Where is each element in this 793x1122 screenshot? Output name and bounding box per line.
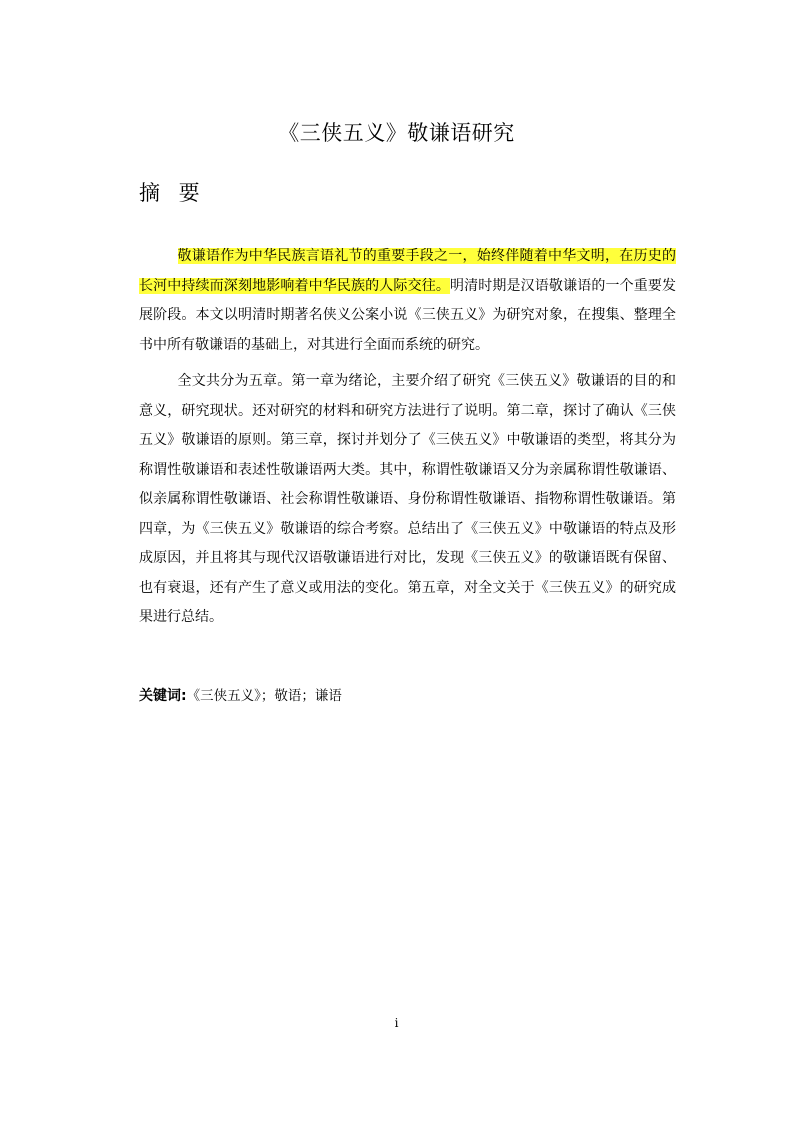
abstract-paragraph-1 [139, 242, 676, 360]
keywords-line [139, 684, 342, 708]
abstract-paragraph-2: 全文共分为五章。第一章为绪论，主要介绍了研究《三侠五义》敬谦语的目的和意义，研究现状。还对研究的材料和研究方法进行了说明。第二章，探讨了确认《三侠五义》敬谦语的原则。第三章，探讨并划分了《三侠五义》中敬谦语的类型，将其分为称谓性敬谦语和表述性敬谦语两大类。其中，称谓性敬谦语又分为亲属称谓性敬谦语、似亲属称谓性敬谦语、社会称谓性敬谦语、身份称谓性敬谦语、指物称谓性敬谦语。第四章，为《三侠五义》敬谦语的综合考察。总结出了《三侠五义》中敬谦语的特点及形成原因，并且将其与现代汉语敬谦语进行对比，发现《三侠五义》的敬谦语既有保留、也有衰退，还有产生了意义或用法的变化。第五章，对全文关于《三侠五义》的研究成果进行总结。 [139, 373, 676, 625]
highlighted-sentence: 敬谦语作为中华民族言语礼节的重要手段之一，始终伴随着中华文明，在历史的长河中持续而深刻地影响着中华民族的人际交往。 [139, 248, 676, 294]
abstract-heading: 摘 要 [139, 181, 200, 205]
keywords-value: 《三侠五义》；敬语；谦语 [186, 688, 342, 704]
page-number: i [394, 1016, 399, 1030]
paragraph-1-rest: 明清时期是汉语敬谦语的一个重要发展阶段。本文以明清时期著名侠义公案小说《三侠五义》为研究对象，在搜集、整理全书中所有敬谦语的基础上，对其进行全面而系统的研究。 [139, 277, 677, 353]
document-title: 《三侠五义》敬谦语研究 [278, 121, 515, 145]
keywords-label: 关键词: [139, 688, 187, 704]
